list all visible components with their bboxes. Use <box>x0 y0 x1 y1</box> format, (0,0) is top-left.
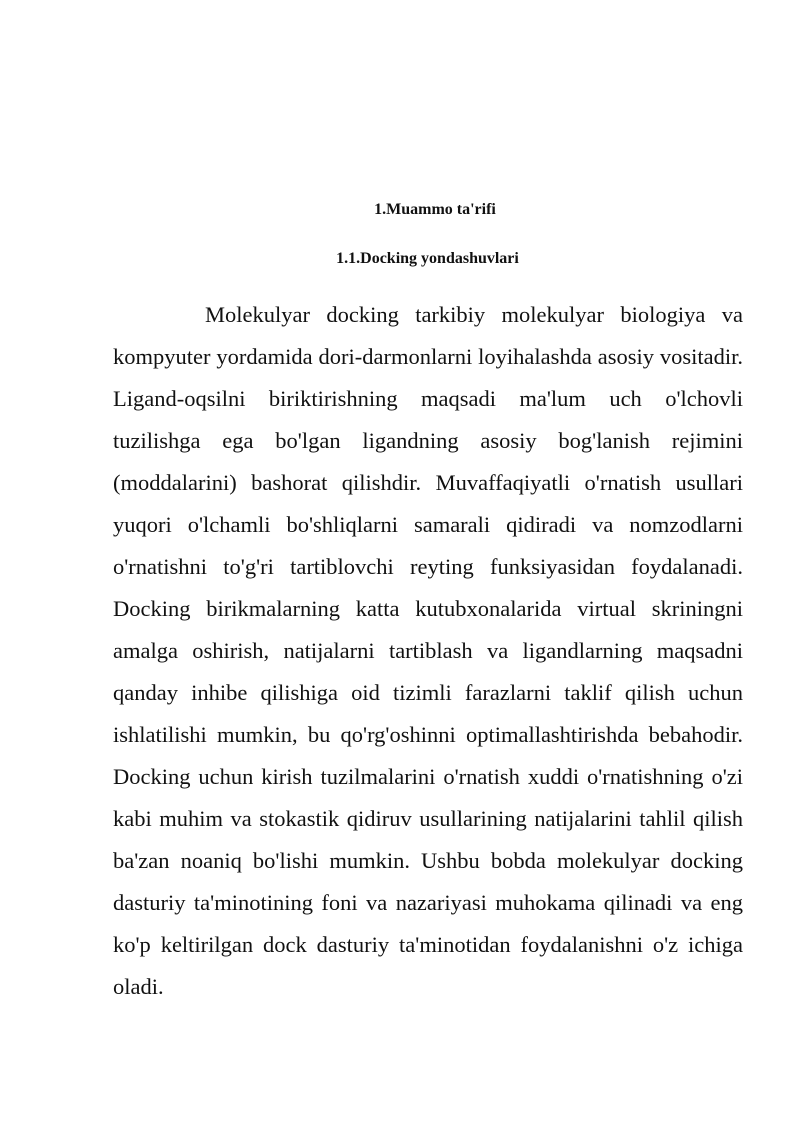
section-title: 1.Muammo ta'rifi <box>374 201 496 218</box>
subsection-title: 1.1.Docking yondashuvlari <box>336 250 519 267</box>
body-paragraph: Molekulyar docking tarkibiy molekulyar biologiya va kompyuter yordamida dori-darmonlarni loyihalashda asosiy vositadir. Ligand-oqsilni biriktirishning maqsadi ma'lum uch o'lchovli tuzilishga ega bo'lgan ligandning asosiy bog'lanish rejimini (moddalarini) bashorat qilishdir. Muvaffaqiyatli o'rnatish usullari yuqori o'lchamli bo'shliqlarni samarali qidiradi va nomzodlarni o'rnatishni to'g'ri tartiblovchi reyting funksiyasidan foydalanadi. Docking birikmalarning katta kutubxonalarida virtual skriningni amalga oshirish, natijalarni tartiblash va ligandlarning maqsadni qanday inhibe qilishiga oid tizimli farazlarni taklif qilish uchun ishlatilishi mumkin, bu qo'rg'oshinni optimallashtirishda bebahodir. Docking uchun kirish tuzilmalarini o'rnatish xuddi o'rnatishning o'zi kabi muhim va stokastik qidiruv usullarining natijalarini tahlil qilish ba'zan noaniq bo'lishi mumkin. Ushbu bobda molekulyar docking dasturiy ta'minotining foni va nazariyasi muhokama qilinadi va eng ko'p keltirilgan dock dasturiy ta'minotidan foydalanishni o'z ichiga oladi. <box>113 302 743 999</box>
